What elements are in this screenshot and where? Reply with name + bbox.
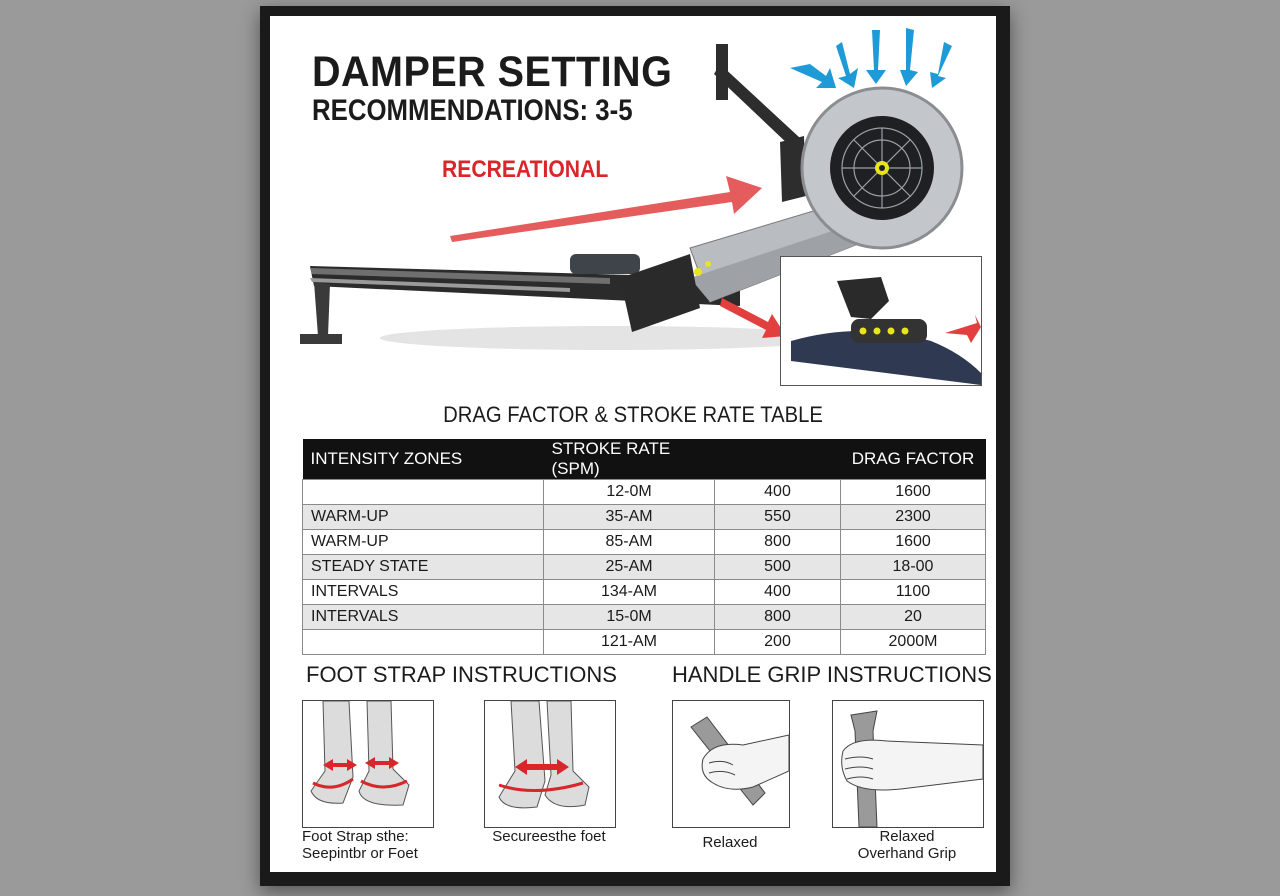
caption-line: Relaxed bbox=[879, 828, 935, 845]
value-cell: 800 bbox=[715, 530, 841, 555]
overhand-grip-illustration bbox=[833, 701, 983, 827]
header-intensity-zones: INTENSITY ZONES bbox=[303, 439, 544, 480]
damper-lever-inset bbox=[780, 256, 982, 386]
value-cell: 500 bbox=[715, 555, 841, 580]
zone-cell: WARM-UP bbox=[303, 530, 544, 555]
value-cell: 800 bbox=[715, 605, 841, 630]
zone-cell: STEADY STATE bbox=[303, 555, 544, 580]
table-row bbox=[303, 605, 986, 630]
zone-cell bbox=[303, 480, 544, 505]
drag-factor-cell: 1600 bbox=[841, 480, 986, 505]
page-title: DAMPER SETTING bbox=[312, 48, 673, 96]
drag-factor-cell: 2300 bbox=[841, 505, 986, 530]
table-row bbox=[303, 530, 986, 555]
caption-line: Secureesthe foet bbox=[492, 828, 606, 845]
caption-line: Foot Strap sthe: bbox=[302, 828, 409, 845]
foot-strap-title: FOOT STRAP INSTRUCTIONS bbox=[306, 662, 617, 687]
zone-cell: WARM-UP bbox=[303, 505, 544, 530]
stroke-rate-cell: 35-AM bbox=[544, 505, 715, 530]
caption-line: Overhand Grip bbox=[857, 845, 957, 862]
handle-grip-caption-1 bbox=[672, 834, 788, 851]
recreational-label: RECREATIONAL bbox=[442, 156, 609, 183]
foot-strap-illustration bbox=[303, 701, 433, 827]
foot-strap-caption-2 bbox=[474, 828, 624, 845]
value-cell: 200 bbox=[715, 630, 841, 655]
stroke-rate-cell: 25-AM bbox=[544, 555, 715, 580]
foot-strap-secured-illustration bbox=[485, 701, 615, 827]
header-blank bbox=[715, 439, 841, 480]
table-title: DRAG FACTOR & STROKE RATE TABLE bbox=[443, 402, 823, 427]
handle-grip-panel-1 bbox=[672, 700, 790, 828]
stroke-rate-cell: 85-AM bbox=[544, 530, 715, 555]
stroke-rate-cell: 134-AM bbox=[544, 580, 715, 605]
poster bbox=[270, 16, 996, 872]
poster-frame bbox=[260, 6, 1010, 886]
table-header-row bbox=[303, 439, 986, 480]
value-cell: 400 bbox=[715, 480, 841, 505]
drag-factor-cell: 1100 bbox=[841, 580, 986, 605]
caption-line: Relaxed bbox=[702, 834, 758, 851]
stroke-rate-cell: 121-AM bbox=[544, 630, 715, 655]
handle-grip-caption-2 bbox=[832, 828, 982, 862]
foot-strap-panel-2 bbox=[484, 700, 616, 828]
stroke-rate-cell: 15-0M bbox=[544, 605, 715, 630]
table-row bbox=[303, 630, 986, 655]
table-row bbox=[303, 580, 986, 605]
drag-factor-cell: 20 bbox=[841, 605, 986, 630]
damper-lever-detail-illustration bbox=[781, 257, 981, 385]
caption-line: Seepintbr or Foet bbox=[302, 845, 418, 862]
drag-factor-table bbox=[302, 439, 986, 655]
table-row bbox=[303, 555, 986, 580]
zone-cell: INTERVALS bbox=[303, 580, 544, 605]
drag-factor-cell: 1600 bbox=[841, 530, 986, 555]
header-drag-factor: DRAG FACTOR bbox=[841, 439, 986, 480]
drag-factor-cell: 2000M bbox=[841, 630, 986, 655]
relaxed-grip-illustration bbox=[673, 701, 789, 827]
zone-cell: INTERVALS bbox=[303, 605, 544, 630]
page-subtitle: RECOMMENDATIONS: 3-5 bbox=[312, 94, 633, 127]
foot-strap-caption-1 bbox=[302, 828, 432, 862]
table-row bbox=[303, 505, 986, 530]
value-cell: 550 bbox=[715, 505, 841, 530]
handle-grip-panel-2 bbox=[832, 700, 984, 828]
table-row bbox=[303, 480, 986, 505]
drag-factor-cell: 18-00 bbox=[841, 555, 986, 580]
value-cell: 400 bbox=[715, 580, 841, 605]
foot-strap-panel-1 bbox=[302, 700, 434, 828]
stroke-rate-cell: 12-0M bbox=[544, 480, 715, 505]
handle-grip-title: HANDLE GRIP INSTRUCTIONS bbox=[672, 662, 992, 687]
header-stroke-rate: STROKE RATE (SPM) bbox=[544, 439, 715, 480]
zone-cell bbox=[303, 630, 544, 655]
